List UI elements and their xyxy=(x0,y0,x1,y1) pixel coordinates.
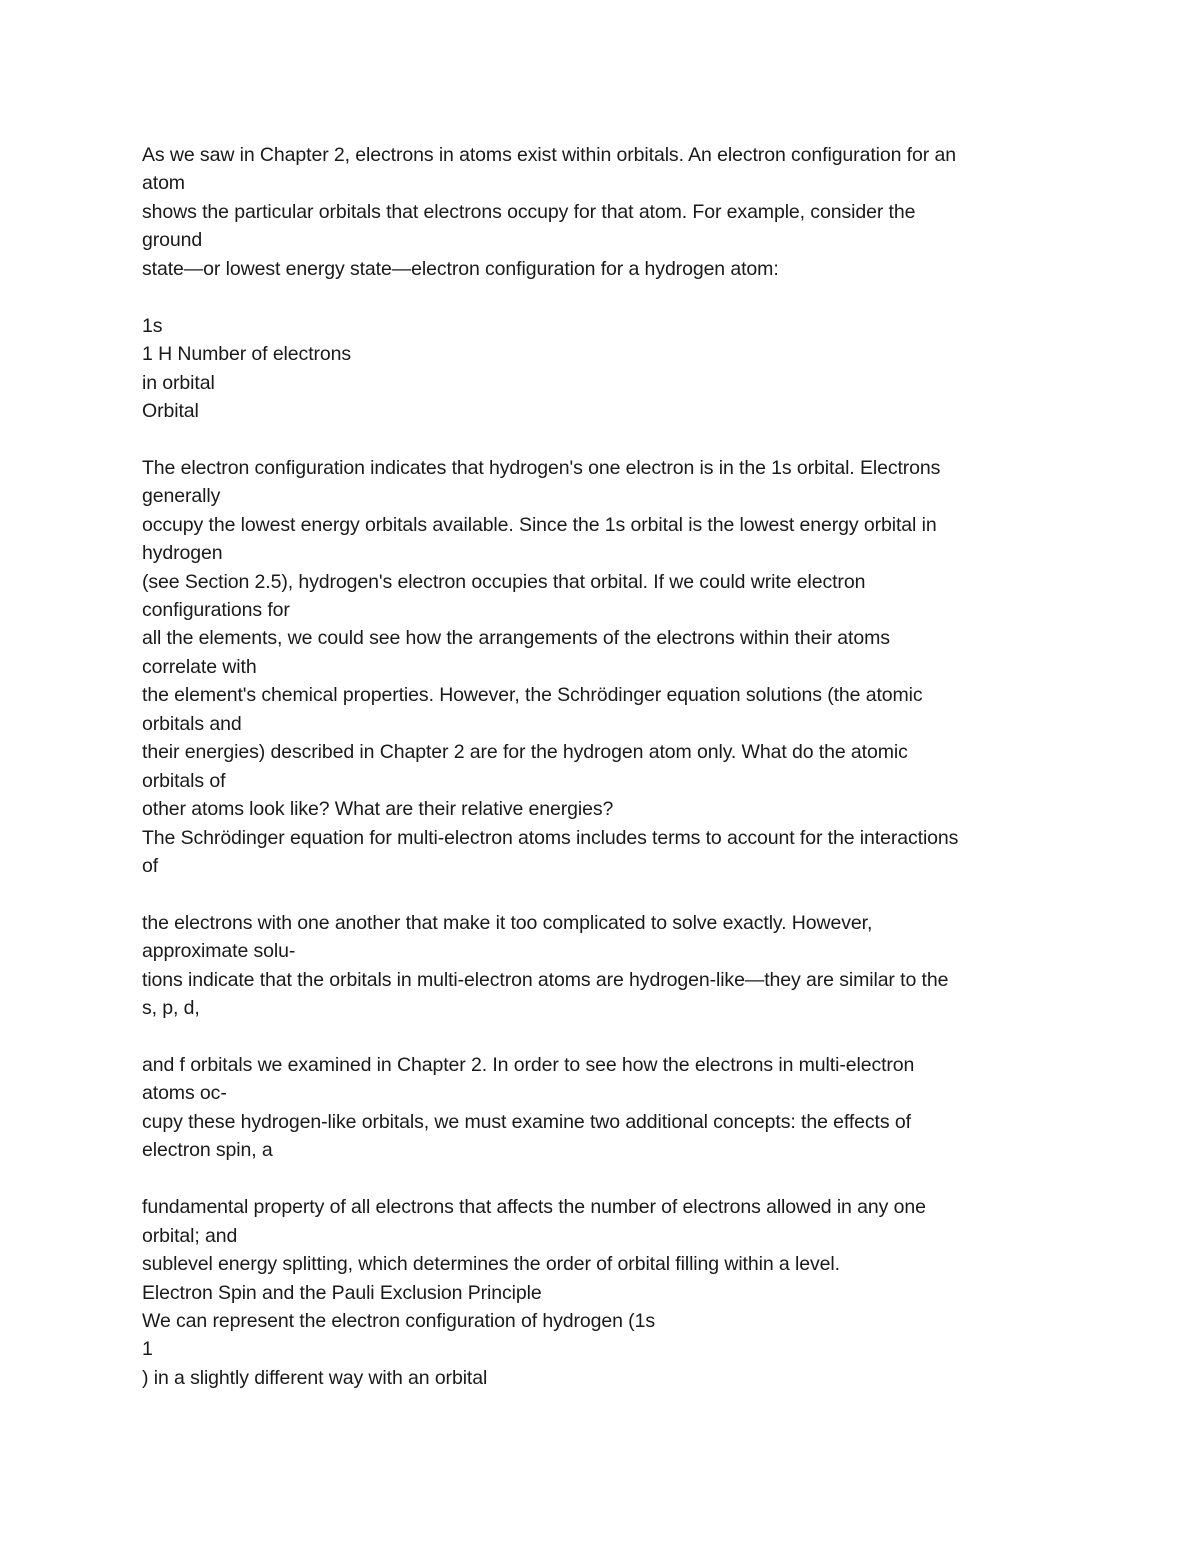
text-line: their energies) described in Chapter 2 are for the hydrogen atom only. What do the atomic xyxy=(142,741,908,764)
text-line: occupy the lowest energy orbitals available. Since the 1s orbital is the lowest energy orbital in xyxy=(142,513,937,536)
document-body xyxy=(142,141,1072,1392)
text-line: ground xyxy=(142,229,203,252)
blank-line xyxy=(142,283,1072,311)
text-line: sublevel energy splitting, which determines the order of orbital filling within a level. xyxy=(142,1253,840,1276)
orbital-diagram-label: in orbital xyxy=(142,371,215,394)
text-line: atoms oc- xyxy=(142,1082,227,1105)
text-line: hydrogen xyxy=(142,542,223,565)
text-line: orbitals of xyxy=(142,769,226,792)
orbital-label: 1s xyxy=(142,314,163,337)
text-line: shows the particular orbitals that electrons occupy for that atom. For example, consider the xyxy=(142,200,916,223)
orbital-diagram-label: Orbital xyxy=(142,399,199,422)
text-line: As we saw in Chapter 2, electrons in atoms exist within orbitals. An electron configuration for an xyxy=(142,144,956,166)
text-line: all the elements, we could see how the arrangements of the electrons within their atoms xyxy=(142,627,890,650)
blank-line xyxy=(142,880,1072,908)
text-line: ) in a slightly different way with an orbital xyxy=(142,1366,488,1389)
text-line: and f orbitals we examined in Chapter 2. In order to see how the electrons in multi-electron xyxy=(142,1054,915,1076)
text-line: other atoms look like? What are their relative energies? xyxy=(142,798,614,821)
text-line: s, p, d, xyxy=(142,997,200,1020)
text-line: fundamental property of all electrons that affects the number of electrons allowed in any one xyxy=(142,1196,926,1219)
blank-line xyxy=(142,425,1072,453)
text-line: of xyxy=(142,854,159,877)
text-line: 1 xyxy=(142,1338,153,1361)
blank-line xyxy=(142,1023,1072,1051)
text-line: the electrons with one another that make it too complicated to solve exactly. However, xyxy=(142,911,873,934)
text-line: orbital; and xyxy=(142,1224,238,1247)
text-line: correlate with xyxy=(142,655,257,678)
text-line: atom xyxy=(142,172,185,195)
blank-line xyxy=(142,1165,1072,1193)
text-line: generally xyxy=(142,485,221,508)
text-line: The Schrödinger equation for multi-electron atoms includes terms to account for the interactions xyxy=(142,826,959,849)
text-line: the element's chemical properties. However, the Schrödinger equation solutions (the atomic xyxy=(142,684,923,707)
text-line: The electron configuration indicates that hydrogen's one electron is in the 1s orbital. Electrons xyxy=(142,456,941,479)
text-line: orbitals and xyxy=(142,712,242,735)
text-line: (see Section 2.5), hydrogen's electron occupies that orbital. If we could write electron xyxy=(142,570,866,593)
text-line: state—or lowest energy state—electron configuration for a hydrogen atom: xyxy=(142,257,779,280)
text-line: electron spin, a xyxy=(142,1139,273,1162)
text-line: tions indicate that the orbitals in multi-electron atoms are hydrogen-like—they are similar to the xyxy=(142,968,949,991)
section-heading: Electron Spin and the Pauli Exclusion Principle xyxy=(142,1281,542,1304)
orbital-diagram-label: 1 H Number of electrons xyxy=(142,343,352,366)
text-line: configurations for xyxy=(142,599,290,621)
text-line: We can represent the electron configuration of hydrogen (1s xyxy=(142,1309,655,1332)
text-line: approximate solu- xyxy=(142,940,296,963)
text-line: cupy these hydrogen-like orbitals, we must examine two additional concepts: the effects of xyxy=(142,1110,911,1133)
